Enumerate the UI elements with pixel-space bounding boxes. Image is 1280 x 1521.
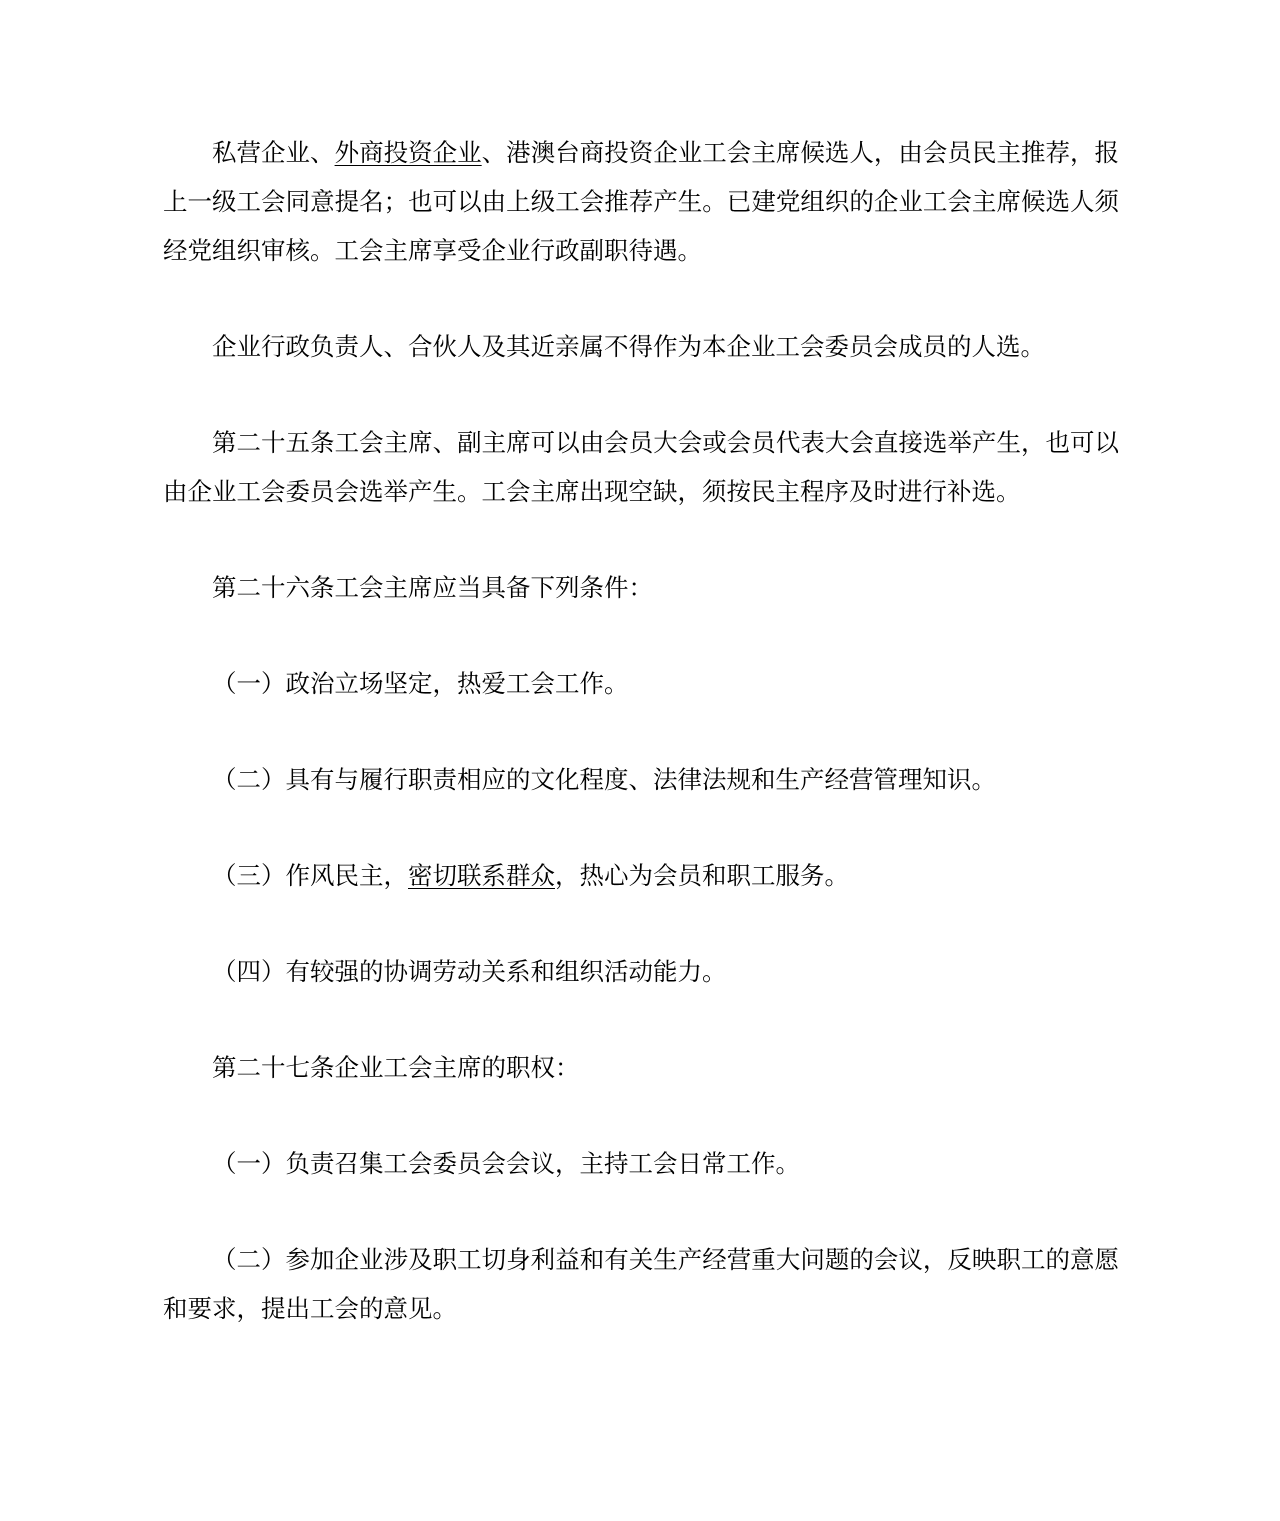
paragraph bbox=[163, 418, 1119, 516]
paragraph bbox=[163, 1043, 1119, 1092]
document-body bbox=[163, 128, 1119, 1333]
text-segment: （一）负责召集工会委员会会议，主持工会日常工作。 bbox=[212, 1149, 800, 1178]
paragraph bbox=[163, 947, 1119, 996]
text-segment: 第二十六条工会主席应当具备下列条件： bbox=[212, 573, 653, 602]
underlined-term: 外商投资企业 bbox=[334, 138, 482, 167]
text-segment: 第二十七条企业工会主席的职权： bbox=[212, 1053, 580, 1082]
text-segment: （二）具有与履行职责相应的文化程度、法律法规和生产经营管理知识。 bbox=[212, 765, 996, 794]
text-segment: ，热心为会员和职工服务。 bbox=[555, 861, 849, 890]
text-segment: （二）参加企业涉及职工切身利益和有关生产经营重大问题的会议，反映职工的意愿和要求，提出工会的意见。 bbox=[163, 1245, 1119, 1323]
paragraph bbox=[163, 1139, 1119, 1188]
paragraph bbox=[163, 755, 1119, 804]
text-segment: （三）作风民主， bbox=[212, 861, 408, 890]
text-segment: （四）有较强的协调劳动关系和组织活动能力。 bbox=[212, 957, 727, 986]
text-segment: 第二十五条工会主席、副主席可以由会员大会或会员代表大会直接选举产生，也可以由企业工会委员会选举产生。工会主席出现空缺，须按民主程序及时进行补选。 bbox=[163, 428, 1119, 506]
paragraph bbox=[163, 563, 1119, 612]
paragraph bbox=[163, 128, 1119, 275]
paragraph bbox=[163, 322, 1119, 371]
text-segment: 私营企业、 bbox=[212, 138, 335, 167]
paragraph bbox=[163, 1235, 1119, 1333]
underlined-term: 密切联系群众 bbox=[408, 861, 555, 890]
text-segment: 企业行政负责人、合伙人及其近亲属不得作为本企业工会委员会成员的人选。 bbox=[212, 332, 1045, 361]
paragraph bbox=[163, 659, 1119, 708]
text-segment: （一）政治立场坚定，热爱工会工作。 bbox=[212, 669, 629, 698]
paragraph bbox=[163, 851, 1119, 900]
text-segment: 、港澳台商投资企业工会主席候选人，由会员民主推荐，报上一级工会同意提名；也可以由上级工会推荐产生。已建党组织的企业工会主席候选人须经党组织审核。工会主席享受企业行政副职待遇。 bbox=[163, 138, 1120, 265]
